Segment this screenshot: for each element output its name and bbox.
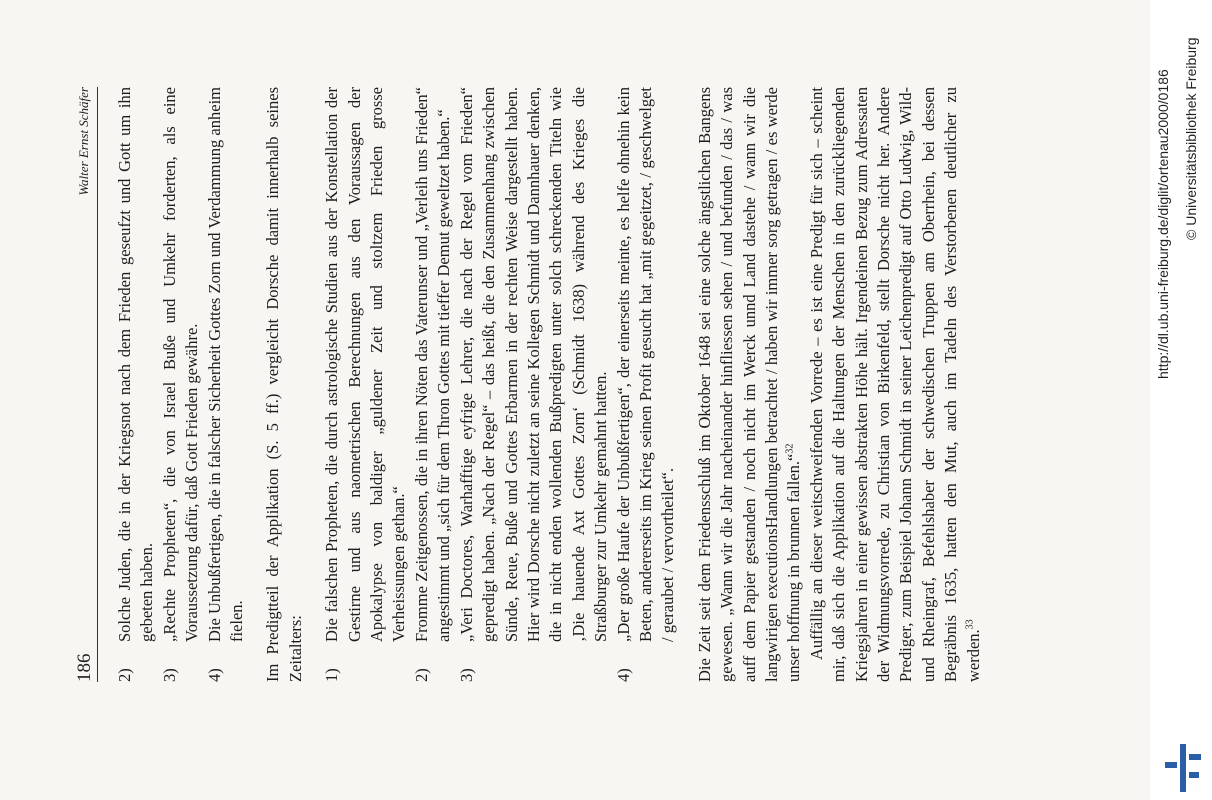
- list-item: 2) Solche Juden, die in der Kriegsnot nach dem Frieden geseufzt und Gott um ihn gebeten haben.: [115, 87, 157, 682]
- running-head: Walter Ernst Schäfer: [76, 87, 91, 196]
- library-logo-icon: [1163, 742, 1203, 794]
- copyright-notice: © Universitätsbibliothek Freiburg: [1183, 37, 1199, 240]
- source-url[interactable]: http://dl.ub.uni-freiburg.de/diglit/ortenau2000/0186: [1155, 69, 1171, 379]
- list-contemporaries: [321, 87, 680, 682]
- list-item: 3) „Veri Doctores, Warhafftige eyfrige Lehrer, die nach der Regel vom Frieden“ gepredigt haben. „Nach der Regel“ – das heißt, die den Zusammenhang zwischen Sünde, Reue, Buße und Gottes Erbarmen in der rechten Weise dargestellt haben. Hier wird Dorsche nicht zuletzt an seine Kollegen Schmidt und Dannhauer denken, die in nicht enden wollenden Bußpredigten unter solch schreckenden Titeln wie ‚Die hauende Axt Gottes Zorn‘ (Schmidt 1638) während des Krieges die Straßburger zur Umkehr gemahnt hatten.: [456, 87, 611, 682]
- footnote-ref-33[interactable]: 33: [964, 619, 976, 630]
- paragraph-intro: Im Predigtteil der Applikation (S. 5 ff.) vergleicht Dorsche damit innerhalb seines Zeitalters:: [263, 87, 305, 682]
- list-item: 3) „Rechte Propheten“, die von Israel Buße und Umkehr forderten, als eine Voraussetzung dafür, daß Gott Frieden gewähre.: [159, 87, 202, 682]
- list-readings: [114, 87, 248, 682]
- list-item: 2) Fromme Zeitgenossen, die in ihren Nöten das Vaterunser und „Verleih uns Frieden“ angestimmt und „sich für dem Thron Gottes mit tieffer Demut geweltzet haben.“: [411, 87, 454, 682]
- body-text: [114, 87, 985, 682]
- page-number: 186: [74, 653, 95, 682]
- list-item: 1) Die falschen Propheten, die durch astrologische Studien aus der Konstellation der Gestirne und aus naometrischen Berechnungen aus den Voraussagen der Apokalypse von baldiger „guldener Zeit und stoltzem Frieden grosse Verheissungen gethan.“: [322, 87, 409, 682]
- list-item: 4) „Der große Haufe der Unbußfertigen“, der einerseits meinte, es helfe ohnehin kein Beten, andererseits im Krieg seinen Profit gesucht hat „mit gegeitzet, / geschwelget / geraubet / vervortheilet“.: [613, 87, 678, 682]
- footnote-ref-32[interactable]: 32: [784, 443, 796, 454]
- paragraph-friedensschluss: Die Zeit seit dem Friedensschluß im Oktober 1648 sei eine solche ängstlichen Bangens gewesen. „Wann wir die Jahr nacheinander hinfliessen sehen / und befunden / das / was auff dem Papier gestanden / noch nicht im Werck unnd Land dastehe / wann wir die langwirigen executionsHandlungen betrachtet / haben wir immer sorg getragen / es werde unser hoffnung in brunnen fallen.“$^{32}$: [694, 87, 804, 682]
- paragraph-vorrede: Auffällig an dieser weitschweifenden Vorrede – es ist eine Predigt für sich – scheint mir, daß sich die Applikation auf die Haltungen der Menschen in den zurückliegenden Kriegsjahren in einer gewissen abstrakten Höhe hält. Irgendeinen Bezug zum Adressaten der Widmungsvorrede, zu Christian von Birkenfeld, stellt Dorsche nicht her. Andere Prediger, zum Beispiel Johann Schmidt in seiner Leichenpredigt auf Otto Ludwig, Wild- und Rheingraf, Befehlshaber der schwedischen Truppen am Oberrhein, bei dessen Begräbnis 1635, hatten den Mut, auch im Tadeln des Verstorbenen deutlicher zu werden.$^{33}$: [806, 87, 983, 682]
- header-rule: [97, 87, 98, 682]
- list-item: 4) Die Unbußfertigen, die in falscher Sicherheit Gottes Zorn und Verdammung anheim fielen.: [204, 87, 247, 682]
